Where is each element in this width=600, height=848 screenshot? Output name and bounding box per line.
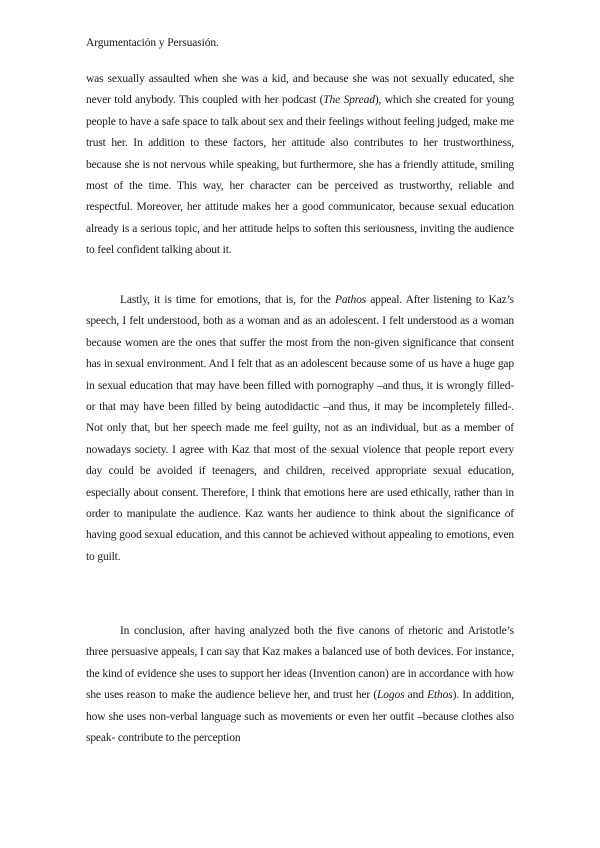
paragraph-conclusion [86,621,514,749]
paragraph-text: was sexually assaulted when she was a kid, and because she was not sexually educated, she never told anybody. This coupled with her podcast ( [86,73,514,107]
paragraph-ethos-continuation [86,69,514,262]
paragraph-text: appeal. After listening to Kaz’s speech, I felt understood, both as a woman and as an adolescent. I felt understood as a woman because women are the ones that suffer the most from the non-given significance that consent has in sexual environment. And I felt that as an adolescent because some of us have a huge gap in sexual education that may have been filled with pornography –and thus, it is wrongly filled- or that may have been filled by being autodidactic –and thus, it may be incompletely filled-. Not only that, but her speech made me feel guilty, not as an individual, but as a member of nowadays society. I agree with Kaz that most of the sexual violence that people report every day could be avoided if teenagers, and children, received appropriate sexual education, especially about consent. Therefore, I think that emotions here are used ethically, rather than in order to manipulate the audience. Kaz wants her audience to think about the significance of having good sexual education, and this cannot be achieved without appealing to emotions, even to guilt. [86,294,514,563]
paragraph-text: In conclusion, after having analyzed both the five canons of rhetoric and Aristotle’s three persuasive appeals, I can say that Kaz makes a balanced use of both devices. For instance, the kind of evidence she uses to support her ideas (Invention canon) are in accordance with how she uses reason to make the audience believe her, and trust her ( [86,625,514,702]
page-header: Argumentación y Persuasión. [86,37,219,49]
paragraph-text: and [404,689,428,702]
paragraph-text: ), which she created for young people to have a safe space to talk about sex and their feelings without feeling judged, make me trust her. In addition to these factors, her attitude also contributes to her trustworthiness, because she is not nervous while speaking, but furthermore, she has a friendly attitude, smiling most of the time. This way, her character can be perceived as trustworthy, reliable and respectful. Moreover, her attitude makes her a good communicator, because sexual education already is a serious topic, and her attitude helps to soften this seriousness, inviting the audience to feel confident talking about it. [86,94,514,257]
paragraph-text: Lastly, it is time for emotions, that is, for the [120,294,335,306]
paragraph-text: ). In addition, how she uses non-verbal language such as movements or even her outfit –because clothes also speak- contribute to the perception [86,689,514,745]
logos-term: Logos [377,689,405,702]
paragraph-pathos [86,290,514,568]
ethos-term: Ethos [427,689,453,702]
podcast-title: The Spread [323,94,375,107]
pathos-term: Pathos [334,294,366,306]
